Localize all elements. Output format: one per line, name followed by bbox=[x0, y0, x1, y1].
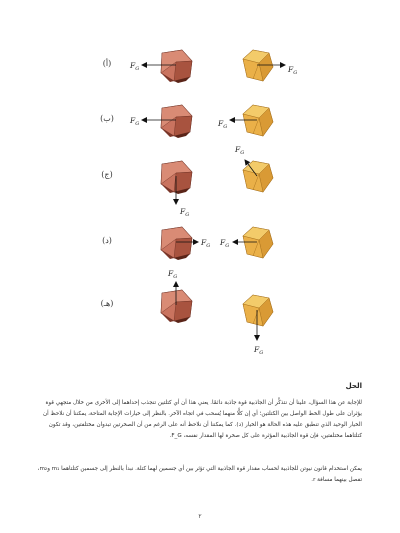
option-a-diagram bbox=[129, 50, 297, 83]
left-rock bbox=[161, 290, 192, 323]
right-rock bbox=[243, 295, 273, 326]
solution-heading: الحل bbox=[345, 382, 362, 390]
option-e-label: (هـ) bbox=[100, 299, 114, 308]
force-label: $F_G$ bbox=[168, 269, 178, 280]
solution-paragraph: للإجابة عن هذا السؤال، علينا أن نتذكَّر أن الجاذبية قوة جاذبة دائمًا. يعني هذا أن أي كتلتين تنجذب إحداهما إلى الأخرى من خلال متجهي قوة يؤثران على طول الخط الواصل بين الكتلتين؛ أي إن كلًّا منهما يُسحب في اتجاه الآخر. بالنظر إلى خيارات الإجابة المتاحة، يمكننا أن نلاحظ أن الخيار الوحيد الذي تنطبق عليه هذه الحالة هو الخيار (د). كما يمكننا أن نلاحظ أنه على الرغم من أن الصخرتين تبدوان مختلفتين، وقد تكون كتلتاهما مختلفتين، فإن قوة الجاذبية المؤثرة على كل صخرة لها المقدار نفسه، F_G. bbox=[43, 400, 362, 439]
option-e-diagram bbox=[161, 269, 273, 356]
option-d-diagram bbox=[161, 227, 273, 260]
option-c-diagram bbox=[161, 145, 273, 218]
option-b-label: (ب) bbox=[100, 114, 114, 123]
option-d-label: (د) bbox=[102, 236, 112, 245]
force-label: $F_G$ bbox=[220, 238, 230, 249]
right-rock bbox=[243, 227, 273, 258]
force-label: $F_G$ bbox=[254, 345, 264, 356]
option-c-label: (ج) bbox=[101, 170, 113, 179]
option-b-diagram bbox=[129, 105, 273, 138]
force-label: $F_G$ bbox=[130, 116, 140, 127]
right-rock bbox=[243, 50, 273, 81]
option-a-label: (أ) bbox=[102, 59, 112, 68]
solution-paragraph: يمكن استخدام قانون نيوتن للجاذبية لحساب مقدار قوة الجاذبية التي تؤثر بين أي جسمين لهما كتلة. نبدأ بالنظر إلى جسمين كتلتاهما m₁ وm₂، تفصل بينهما مسافة r. bbox=[37, 466, 362, 483]
left-rock bbox=[161, 105, 192, 138]
right-rock bbox=[243, 161, 273, 192]
force-label: $F_G$ bbox=[235, 145, 245, 156]
page-number: ٢ bbox=[198, 513, 202, 520]
force-label: $F_G$ bbox=[130, 61, 140, 72]
force-label: $F_G$ bbox=[201, 238, 211, 249]
left-rock bbox=[161, 161, 192, 194]
force-label: $F_G$ bbox=[288, 65, 298, 76]
left-rock bbox=[161, 227, 192, 260]
force-label: $F_G$ bbox=[180, 207, 190, 218]
left-rock bbox=[161, 50, 192, 83]
right-rock bbox=[243, 105, 273, 136]
force-label: $F_G$ bbox=[218, 119, 228, 130]
